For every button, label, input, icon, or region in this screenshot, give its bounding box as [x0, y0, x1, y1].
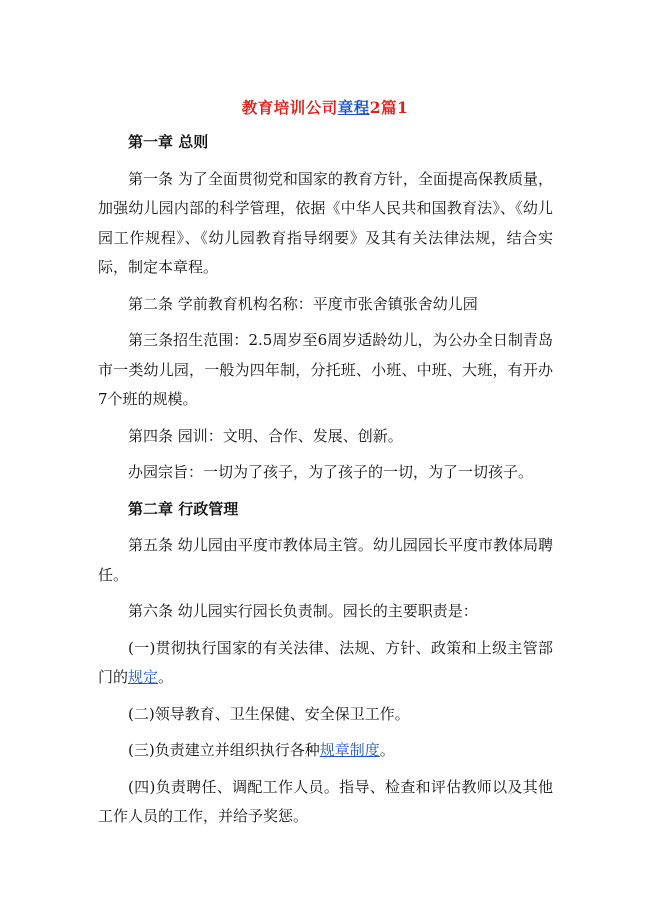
duty-item-3-end: 。 — [379, 741, 395, 759]
duty-item-1-end: 。 — [158, 668, 174, 686]
title-text: 教育培训公司 — [241, 98, 338, 117]
duty-item-4: (四)负责聘任、调配工作人员。指导、检查和评估教师以及其他工作人员的工作，并给予奖惩。 — [98, 777, 553, 825]
duty-item-2: (二)领导教育、卫生保健、安全保卫工作。 — [128, 704, 410, 723]
duty-item-3-text: (三)负责建立并组织执行各种 — [128, 741, 320, 759]
chapter-heading-1: 第一章 总则 — [128, 133, 209, 151]
article-4-purpose: 办园宗旨：一切为了孩子，为了孩子的一切，为了一切孩子。 — [128, 463, 534, 481]
duty-item-1 — [98, 634, 553, 693]
regulation-link[interactable]: 规定 — [128, 668, 159, 686]
article-1: 第一条 为了全面贯彻党和国家的教育方针，全面提高保教质量，加强幼儿园内部的科学管理，依据《中华人民共和国教育法》、《幼儿园工作规程》、《幼儿园教育指导纲要》及其有关法律法规，结合实际，制定本章程。 — [98, 169, 553, 276]
article-3: 第三条招生范围：2.5周岁至6周岁适龄幼儿，为公办全日制青岛市一类幼儿园，一般为四年制，分托班、小班、中班、大班，有开办7个班的规模。 — [98, 331, 553, 408]
duty-item-1-text: (一)贯彻执行国家的有关法律、法规、方针、政策和上级主管部门的 — [98, 638, 553, 686]
document-body — [98, 128, 553, 839]
article-4: 第四条 园训：文明、合作、发展、创新。 — [128, 426, 403, 445]
duty-item-3 — [98, 736, 553, 766]
rules-link[interactable]: 规章制度 — [319, 741, 380, 759]
document-title — [0, 96, 650, 118]
article-2: 第二条 学前教育机构名称：平度市张舍镇张舍幼儿园 — [128, 294, 478, 313]
article-6: 第六条 幼儿园实行园长负责制。园长的主要职责是： — [128, 602, 478, 620]
chapter-heading-2: 第二章 行政管理 — [128, 499, 239, 518]
article-5: 第五条 幼儿园由平度市教体局主管。幼儿园园长平度市教体局聘任。 — [98, 536, 553, 584]
title-link[interactable]: 章程 — [337, 98, 370, 117]
title-suffix: 2篇1 — [369, 98, 409, 117]
